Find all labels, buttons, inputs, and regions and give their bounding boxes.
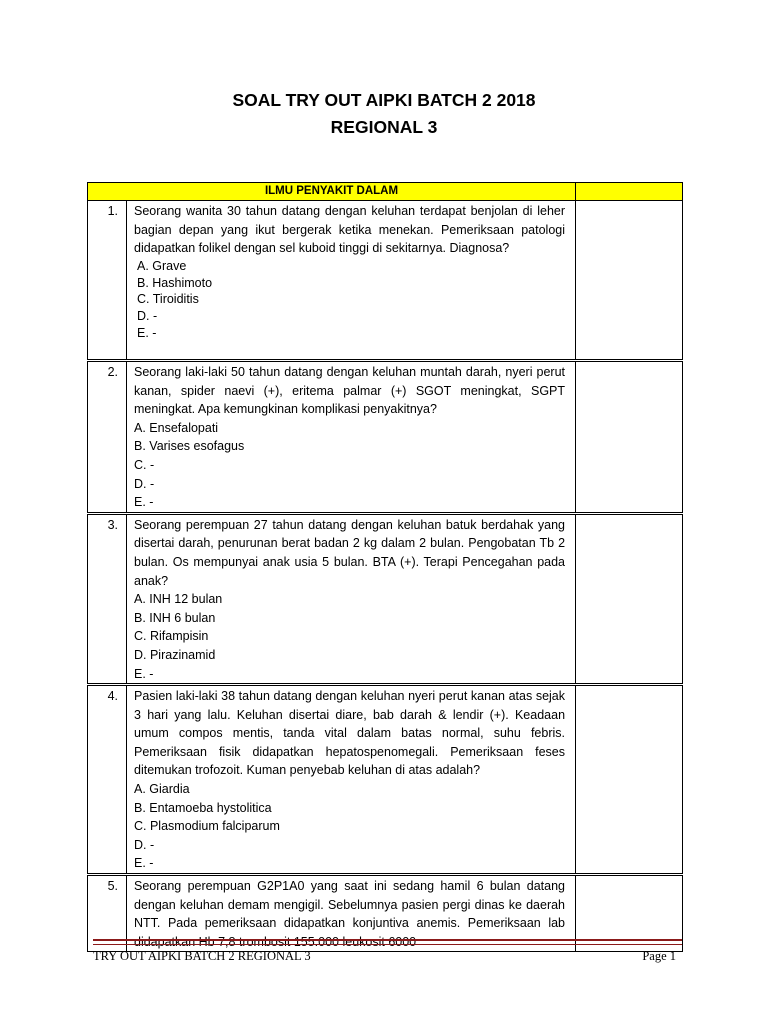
option-b: B. Varises esofagus: [134, 439, 245, 454]
option-b: B. INH 6 bulan: [134, 610, 216, 625]
question-text: Seorang perempuan G2P1A0 yang saat ini sedang hamil 6 bulan datang dengan keluhan demam mengigil. Sebelumnya pasien pergi dinas ke daerah NTT. Pada pemeriksaan didapatkan konjuntiva anemis. Pemeriksaan lab didapatkan Hb 7,8 trombosit 155.000 leukosit 6000: [134, 879, 566, 949]
option-c: C. Rifampisin: [134, 629, 209, 644]
option-b: B. Hashimoto: [137, 275, 213, 290]
question-row: [88, 201, 683, 361]
answer-cell: [576, 201, 683, 361]
option-c: C. -: [134, 457, 155, 472]
question-row: [88, 361, 683, 514]
option-e: E. -: [137, 325, 157, 340]
answer-cell: [576, 513, 683, 684]
question-row: [88, 685, 683, 875]
option-d: D. -: [134, 837, 155, 852]
page-number: Page 1: [642, 949, 676, 963]
section-header-blank: [576, 183, 683, 201]
question-text: Pasien laki-laki 38 tahun datang dengan keluhan nyeri perut kanan atas sejak 3 hari yang lalu. Keluhan disertai diare, bab darah & lendir (+). Keadaan umum compos mentis, tanda vital dalam batas normal, suhu febris. Pemeriksaan fisik didapatkan hepatospenomegali. Pemeriksaan feses ditemukan trofozoit. Kuman penyebab keluhan di atas adalah?: [134, 689, 566, 778]
option-a: A. Grave: [137, 258, 187, 273]
option-c: C. Plasmodium falciparum: [134, 819, 280, 834]
option-c: C. Tiroiditis: [137, 292, 199, 307]
question-content: [127, 361, 576, 514]
footer-rule: [93, 939, 682, 941]
question-text: Seorang wanita 30 tahun datang dengan keluhan terdapat benjolan di leher bagian depan yang ikut bergerak ketika menekan. Pemeriksaan patologi didapatkan folikel dengan sel kuboid tinggi di sekitarnya. Diagnosa?: [134, 204, 566, 256]
option-d: D. Pirazinamid: [134, 647, 216, 662]
footer-title: TRY OUT AIPKI BATCH 2 REGIONAL 3: [93, 949, 311, 963]
option-a: A. INH 12 bulan: [134, 592, 223, 607]
question-content: [127, 513, 576, 684]
question-row: [88, 513, 683, 684]
option-a: A. Ensefalopati: [134, 420, 219, 435]
answer-cell: [576, 685, 683, 875]
option-b: B. Entamoeba hystolitica: [134, 800, 272, 815]
option-e: E. -: [134, 666, 154, 681]
document-subtitle: REGIONAL 3: [330, 117, 438, 137]
question-text: Seorang laki-laki 50 tahun datang dengan keluhan muntah darah, nyeri perut kanan, spider naevi (+), eritema palmar (+) SGOT meningkat, SGPT meningkat. Apa kemungkinan komplikasi penyakitnya?: [134, 365, 566, 417]
option-a: A. Giardia: [134, 782, 190, 797]
answer-cell: [576, 361, 683, 514]
option-d: D. -: [134, 476, 155, 491]
document-title: SOAL TRY OUT AIPKI BATCH 2 2018: [232, 90, 536, 110]
question-number: 1.: [88, 201, 127, 361]
section-header: ILMU PENYAKIT DALAM: [88, 183, 576, 201]
questions-table: [87, 182, 683, 952]
question-content: [127, 201, 576, 361]
question-text: Seorang perempuan 27 tahun datang dengan keluhan batuk berdahak yang disertai darah, penurunan berat badan 2 kg dalam 2 bulan. Pengobatan Tb 2 bulan. Os mempunyai anak usia 5 bulan. BTA (+). Terapi Pencegahan pada anak?: [134, 517, 566, 588]
option-e: E. -: [134, 495, 154, 510]
question-content: [127, 685, 576, 875]
option-d: D. -: [137, 309, 158, 324]
question-number: 4.: [88, 685, 127, 875]
footer-rule-thin: [93, 944, 682, 945]
option-e: E. -: [134, 856, 154, 871]
question-number: 3.: [88, 513, 127, 684]
question-number: 2.: [88, 361, 127, 514]
question-number: 5.: [88, 875, 127, 952]
